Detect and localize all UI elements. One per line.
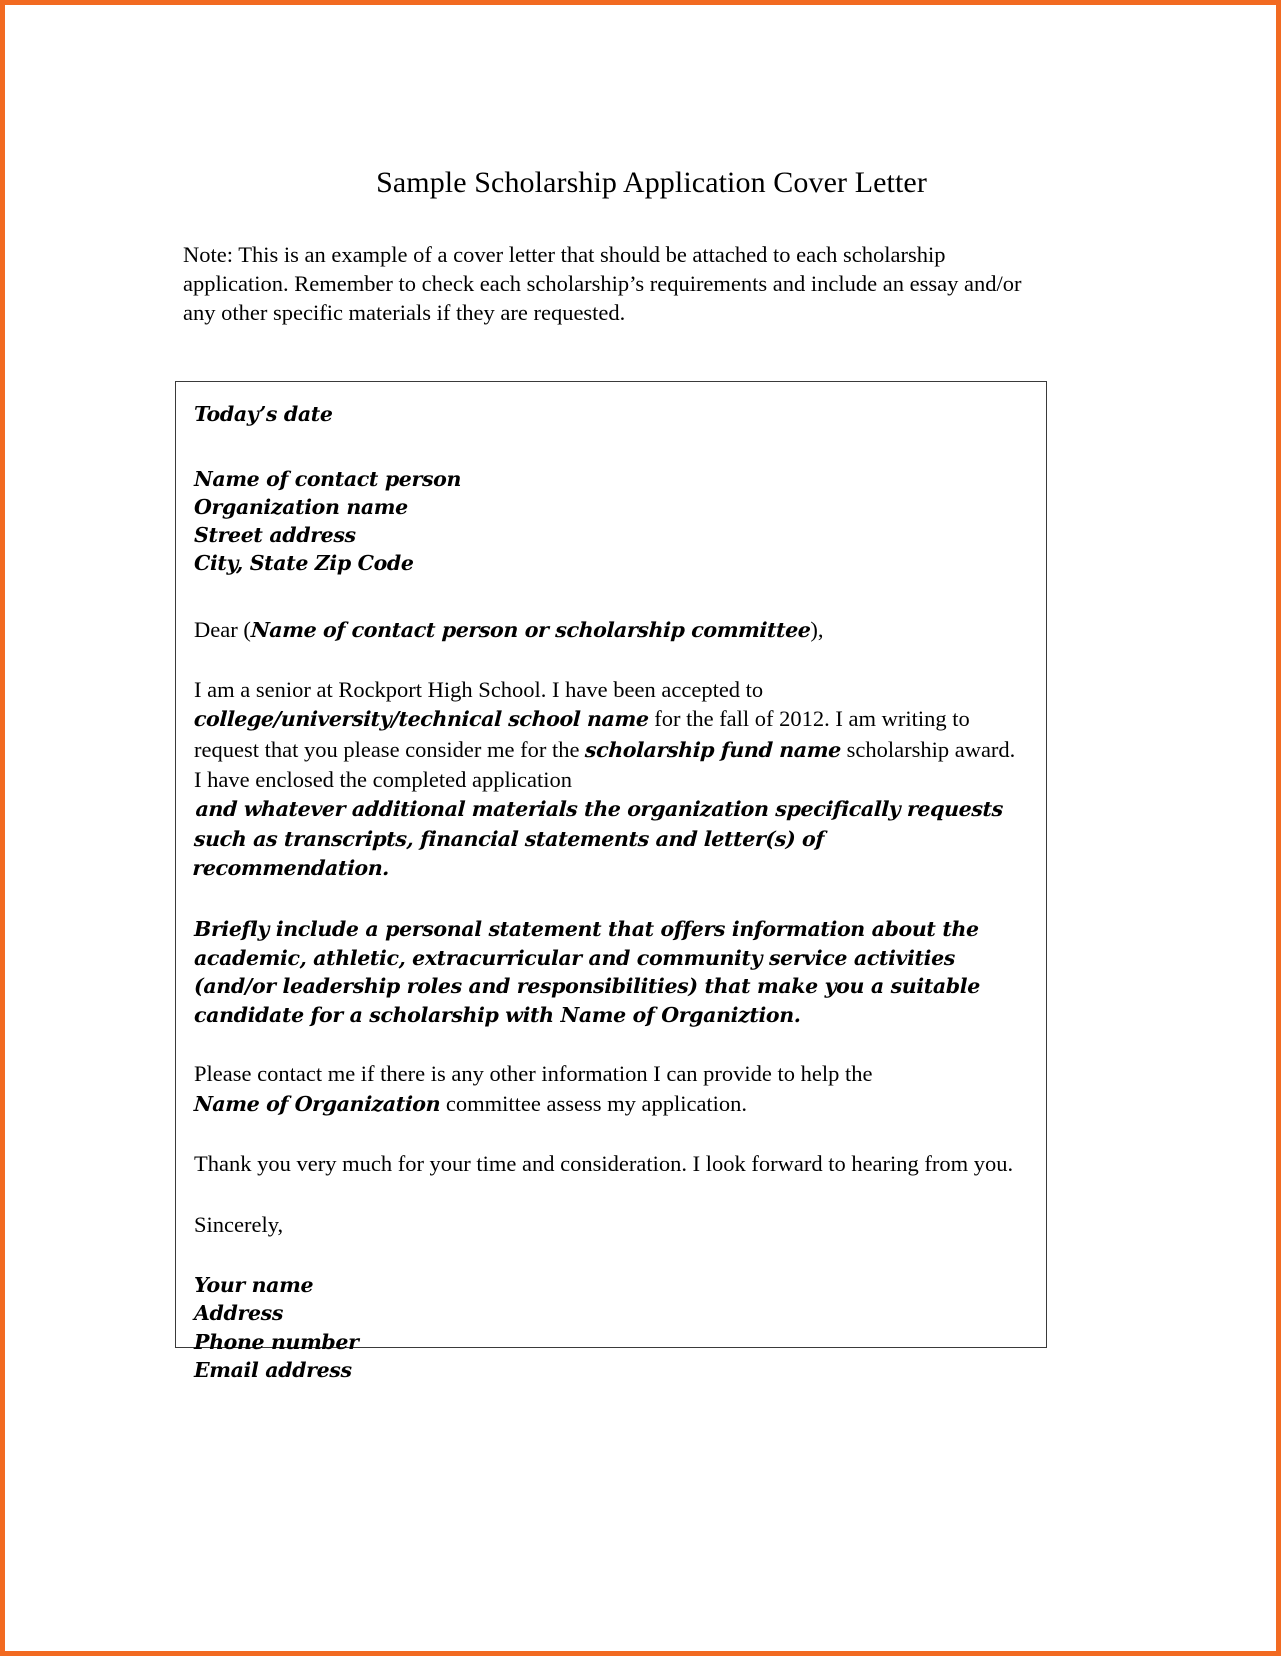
- recipient-address-block: [194, 465, 1020, 577]
- recipient-city-state-zip: City, State Zip Code: [194, 550, 414, 575]
- signature-block: [194, 1271, 1020, 1385]
- signature-address: Address: [194, 1301, 284, 1325]
- salutation-line: [194, 615, 1020, 645]
- p1-fund-name-placeholder: scholarship fund name: [584, 737, 842, 762]
- letter-body: [186, 396, 1020, 1385]
- p3-organization-placeholder: Name of Organization: [193, 1091, 441, 1116]
- p1-segment-3: for the fall of 2012. I am writing to request that you please consider me for the: [194, 706, 970, 762]
- recipient-organization: Organization name: [194, 494, 408, 519]
- page-title: Sample Scholarship Application Cover Letter: [376, 166, 927, 200]
- letter-template-box: [175, 381, 1047, 1382]
- p1-segment-5: scholarship award. I have enclosed the completed application: [194, 736, 1016, 792]
- p3-segment-3: committee assess my application.: [440, 1090, 748, 1116]
- note-paragraph: Note: This is an example of a cover letter that should be attached to each scholarship application. Remember to check each scholarship’s requirements and include an essay and/or any other specific materials if they are requested.: [183, 241, 1022, 325]
- page-canvas: [5, 5, 1276, 1651]
- salutation-prefix: Dear (: [194, 616, 251, 642]
- paragraph-one: [191, 675, 1020, 884]
- date-placeholder: Today’s date: [194, 402, 333, 426]
- paragraph-two-placeholder: Briefly include a personal statement that offers information about the academic, athletic, extracurricular and community service activities (and/or leadership roles and responsibilities) that make you a suitable candidate for a scholarship with Name of Organiztion.: [194, 917, 980, 1027]
- recipient-street-address: Street address: [194, 522, 356, 547]
- salutation-suffix: ),: [810, 616, 824, 642]
- p1-segment-1: I am a senior at Rockport High School. I have been accepted to: [194, 676, 764, 702]
- recipient-contact-person: Name of contact person: [194, 466, 462, 491]
- p1-school-name-placeholder: college/university/technical school name: [193, 707, 650, 731]
- p3-segment-1: Please contact me if there is any other information I can provide to help the: [194, 1061, 873, 1086]
- salutation-placeholder: Name of contact person or scholarship committee: [250, 617, 812, 642]
- signature-email-address: Email address: [194, 1358, 352, 1382]
- signature-phone-number: Phone number: [194, 1329, 359, 1354]
- p1-materials-placeholder: and whatever additional materials the organization specifically requests such as transcripts, financial statements and letter(s) of recommendation.: [191, 796, 1004, 880]
- paragraph-three: [194, 1059, 1020, 1119]
- paragraph-four: Thank you very much for your time and consideration. I look forward to hearing from you.: [194, 1151, 1014, 1176]
- closing-line: Sincerely,: [194, 1211, 284, 1237]
- signature-your-name: Your name: [194, 1272, 314, 1297]
